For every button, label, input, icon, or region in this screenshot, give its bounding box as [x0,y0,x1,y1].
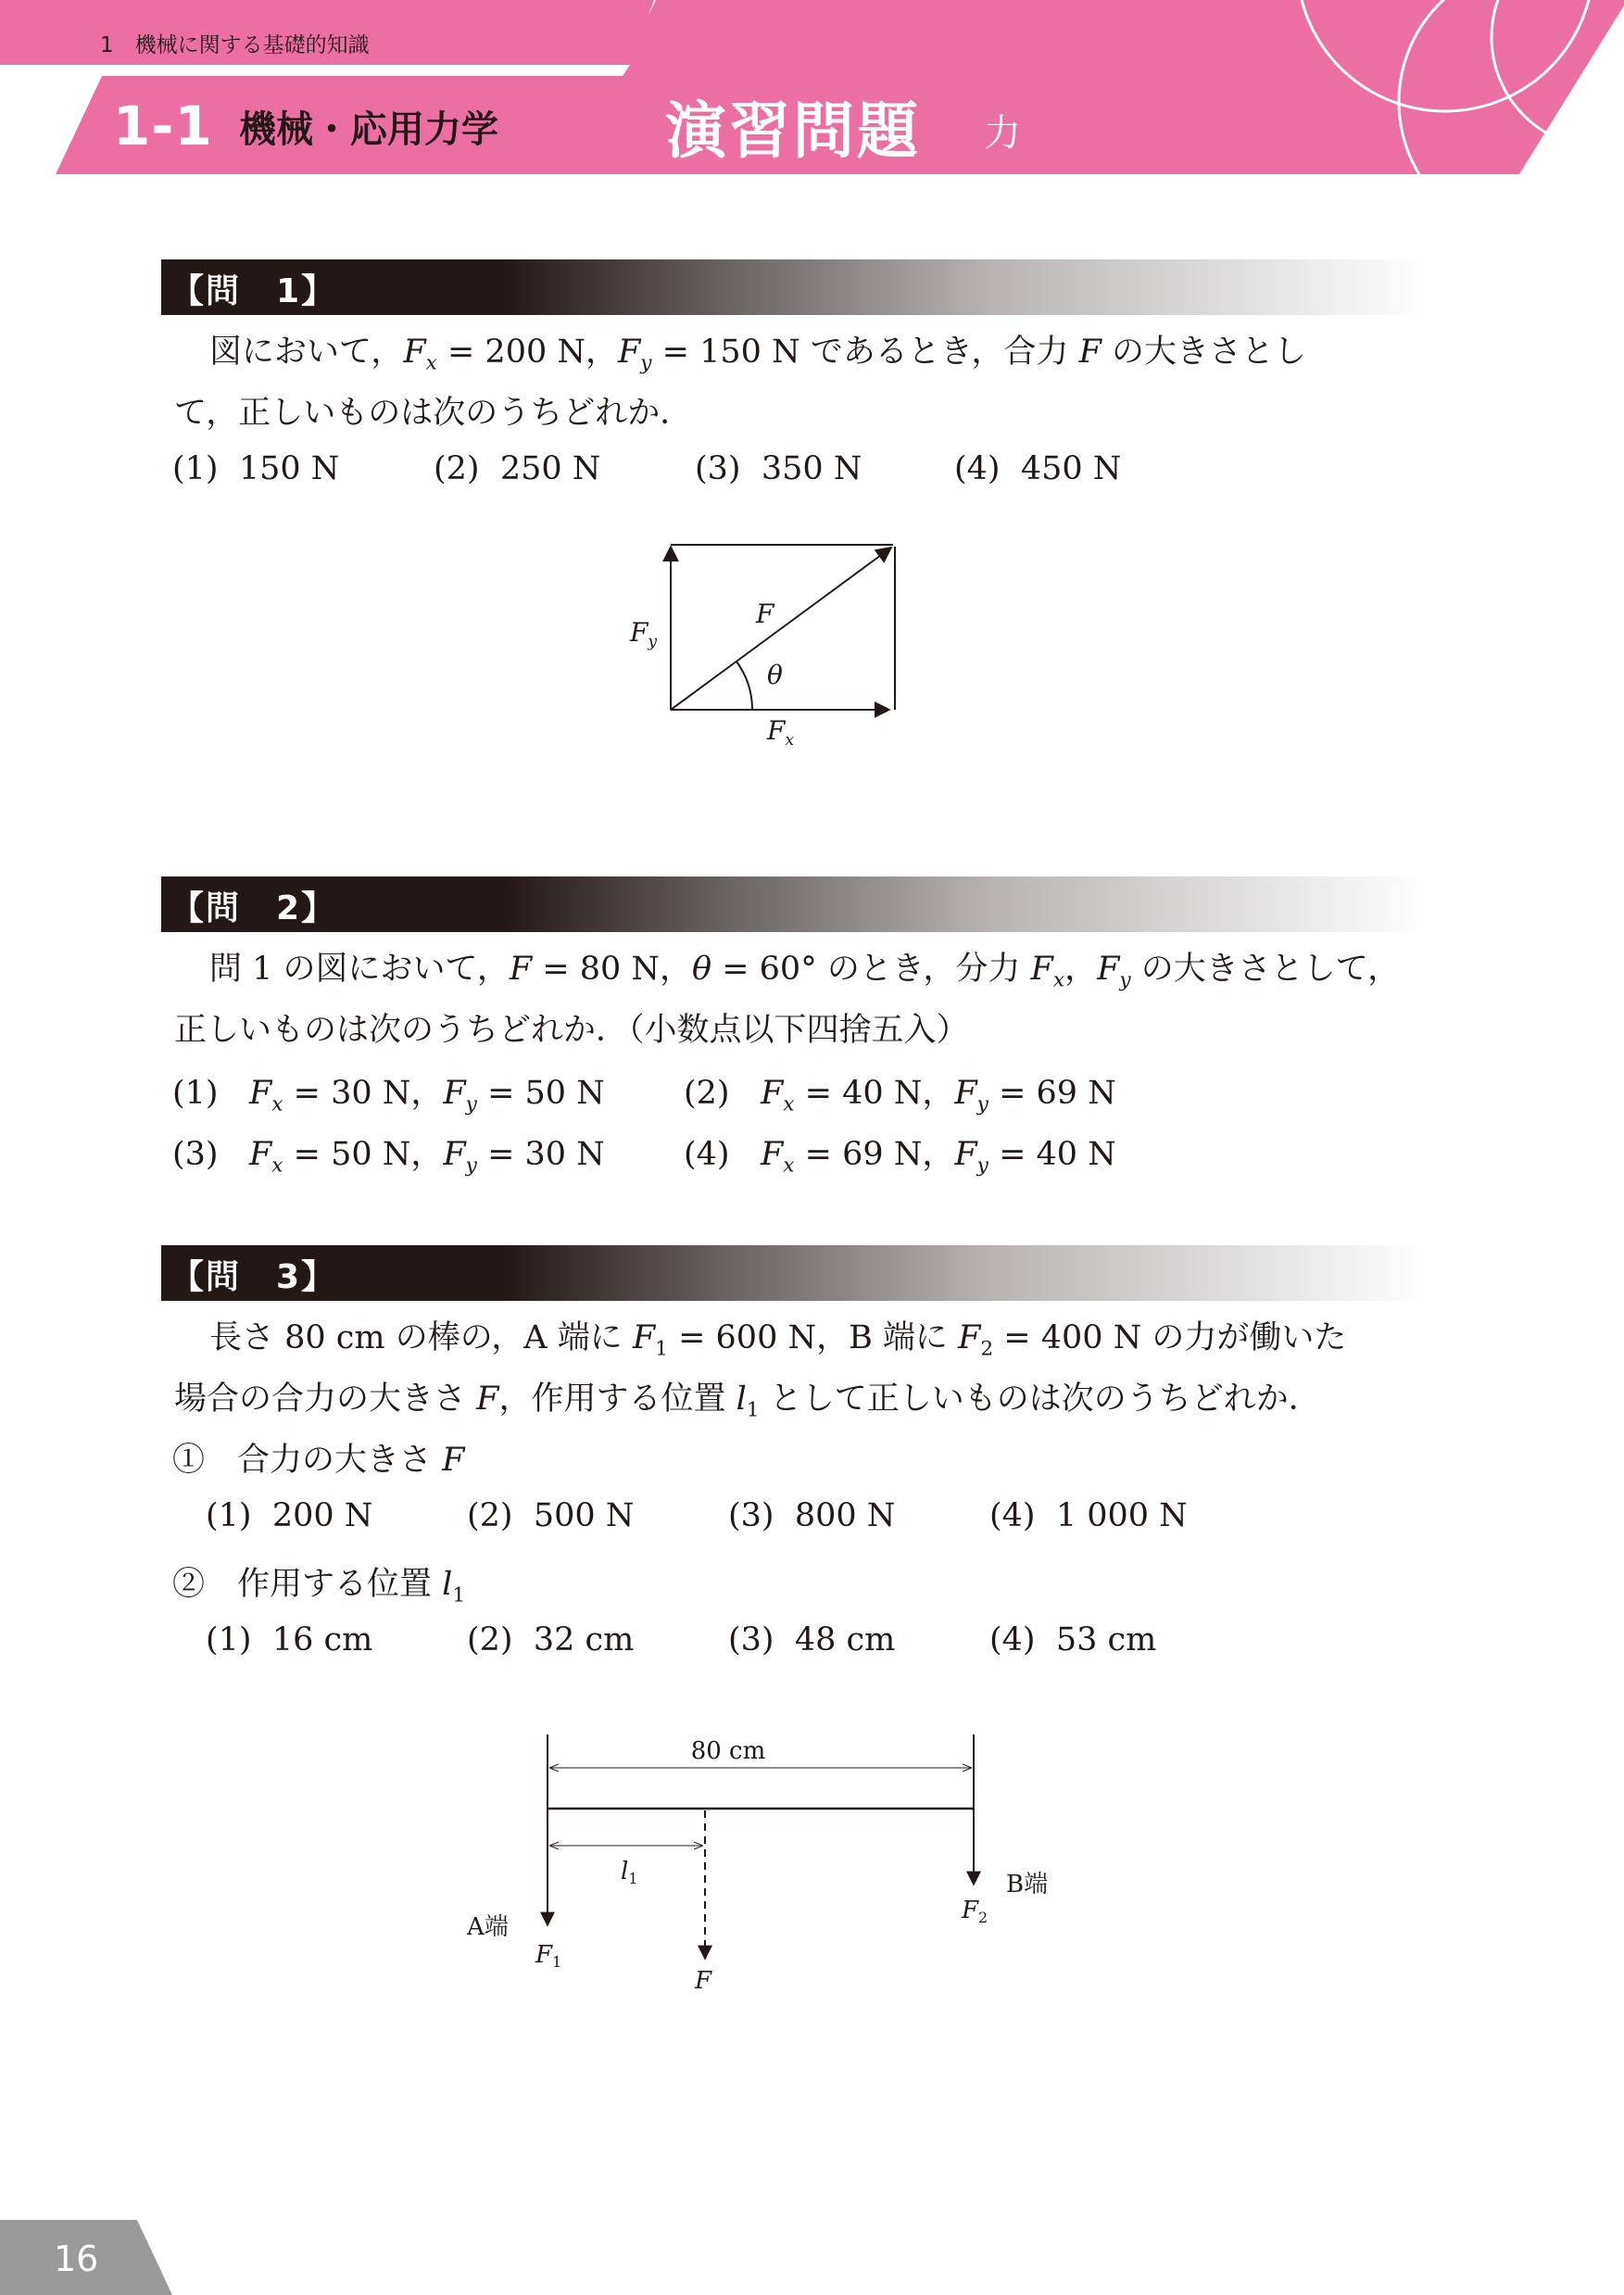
q3-sub2-option-3[interactable]: (3) 48 cm [728,1621,896,1658]
question-3-header-bar [161,1245,1427,1301]
q3-fig-length-label: 80 cm [690,1737,766,1765]
q2-option-1[interactable]: (1) $F_x = 30$ N，$F_y = 50$ N [172,1075,605,1116]
page-number: 16 [54,2238,99,2279]
section-title: 機械・応用力学 [239,108,498,151]
q1-fig-F-label: F [756,599,774,629]
q2-text-line-2: 正しいものは次のうちどれか．（小数点以下四捨五入） [174,1012,969,1049]
question-2-header-bar [161,876,1427,932]
q3-sub2-label: ② 作用する位置 $l_1$ [172,1566,466,1608]
q3-text-line-2: 場合の合力の大きさ F，作用する位置 $l_1$ として正しいものは次のうちどれか． [174,1381,1321,1422]
q1-fig-theta-label: θ [767,660,783,690]
q1-text-line-1: 図において，$F_x = 200$ N，$F_y = 150$ N であるとき，合力 F の大きさとし [209,334,1307,375]
q1-option-4[interactable]: (4) 450 N [954,450,1122,487]
q3-sub1-option-4[interactable]: (4) 1 000 N [989,1497,1188,1534]
q3-fig-F2-label: F2 [962,1897,988,1926]
q2-option-4[interactable]: (4) $F_x = 69$ N，$F_y = 40$ N [684,1136,1116,1178]
q3-fig-F-label: F [695,1967,712,1995]
q1-option-2[interactable]: (2) 250 N [434,450,601,487]
section-number: 1-1 [113,95,213,158]
q2-text-line-1: 問 1 の図において，F = 80 N，θ = 60° のとき，分力 $F_x$，$F_y$ の大きさとして， [209,951,1401,992]
exercise-title: 演習問題 [665,95,921,167]
q2-option-2[interactable]: (2) $F_x = 40$ N，$F_y = 69$ N [684,1075,1116,1116]
q3-sub2-option-2[interactable]: (2) 32 cm [467,1621,635,1658]
q1-option-3[interactable]: (3) 350 N [695,450,862,487]
q1-fig-Fx-label: $F_x$ [767,715,795,750]
q1-option-1[interactable]: (1) 150 N [172,450,340,487]
q3-fig-b-end-label: B端 [1006,1871,1049,1898]
q3-beam-diagram [454,1720,1084,2007]
chapter-label: 1 機械に関する基礎的知識 [100,33,370,57]
q2-option-3[interactable]: (3) $F_x = 50$ N，$F_y = 30$ N [172,1136,605,1178]
q3-sub1-option-2[interactable]: (2) 500 N [467,1497,635,1534]
q3-fig-a-end-label: A端 [467,1913,509,1941]
q3-sub1-option-1[interactable]: (1) 200 N [206,1497,373,1534]
q3-sub2-option-1[interactable]: (1) 16 cm [206,1621,373,1658]
q1-theta-arc [736,662,752,710]
exercise-subtitle: 力 [984,112,1021,155]
question-3-label: 【問 3】 [170,1258,337,1296]
q3-fig-l1-label: l1 [621,1858,638,1887]
q1-text-line-2: て，正しいものは次のうちどれか． [174,395,693,432]
q1-force-diagram [611,519,926,760]
q3-fig-F1-label: F1 [535,1941,562,1971]
q3-sub1-option-3[interactable]: (3) 800 N [728,1497,896,1534]
q1-fig-Fy-label: $F_y$ [630,617,658,651]
q3-sub2-option-4[interactable]: (4) 53 cm [989,1621,1157,1658]
question-2-label: 【問 2】 [170,889,337,927]
q3-sub1-label: ① 合力の大きさ F [172,1442,465,1479]
question-1-header-bar [161,259,1427,315]
question-1-label: 【問 1】 [170,272,337,310]
q3-text-line-1: 長さ 80 cm の棒の，A 端に $F_1 = 600$ N，B 端に $F_2 = 400$ N の力が働いた [209,1319,1347,1361]
